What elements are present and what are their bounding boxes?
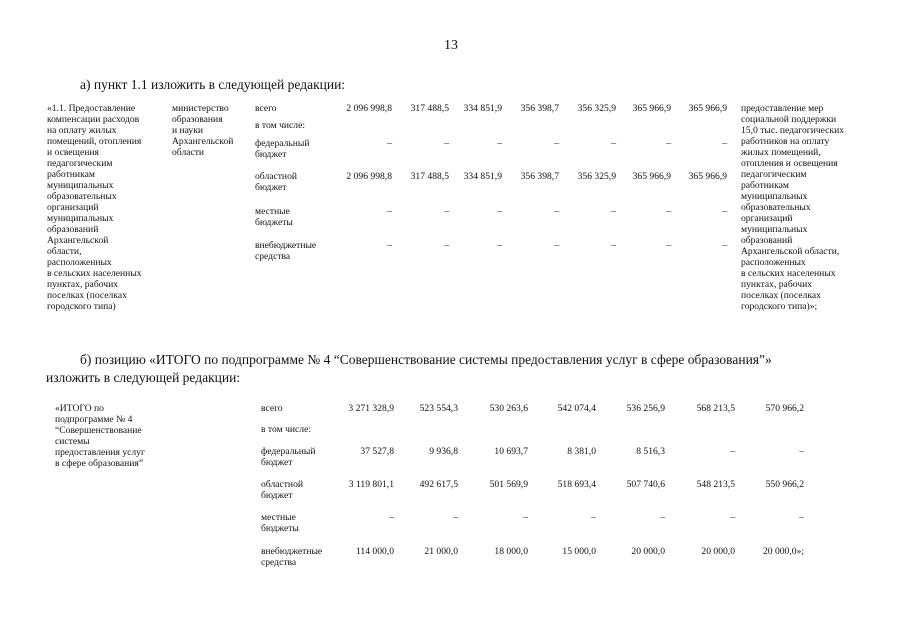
funding-value-cell: – <box>722 138 727 149</box>
funding-value-cell: 114 000,0 <box>355 546 394 557</box>
funding-value-cell: – <box>799 446 804 457</box>
funding-value-cell: – <box>453 512 458 523</box>
funding-value-cell: 356 398,7 <box>520 103 559 114</box>
funding-value-cell: – <box>722 240 727 251</box>
section-b-heading-line1: б) позицию «ИТОГО по подпрограмме № 4 “Совершенствование системы предоставления услуг в сфере образования”» <box>80 352 772 367</box>
funding-value-cell: – <box>611 206 616 217</box>
funding-source-label: в том числе: <box>261 424 312 435</box>
funding-value-cell: – <box>444 138 449 149</box>
funding-value-cell: – <box>389 512 394 523</box>
funding-value-cell: 536 256,9 <box>626 403 665 414</box>
funding-value-cell: 18 000,0 <box>494 546 528 557</box>
funding-source-label: внебюджетные средства <box>261 546 323 568</box>
funding-value-cell: 356 398,7 <box>520 171 559 182</box>
funding-value-cell: 356 325,9 <box>577 103 616 114</box>
funding-value-cell: – <box>387 206 392 217</box>
funding-source-label: областной бюджет <box>255 171 298 193</box>
funding-source-label: в том числе: <box>255 120 306 131</box>
funding-source-label: федеральный бюджет <box>255 138 310 160</box>
funding-value-cell: 20 000,0 <box>701 546 735 557</box>
funding-value-cell: 15 000,0 <box>562 546 596 557</box>
funding-value-cell: 317 488,5 <box>410 171 449 182</box>
funding-value-cell: 21 000,0 <box>424 546 458 557</box>
funding-value-cell: – <box>730 446 735 457</box>
funding-source-label: местные бюджеты <box>261 512 299 534</box>
funding-value-cell: 365 966,9 <box>688 103 727 114</box>
section-a-result: предоставление мер социальной поддержки 15,0 тыс. педагогических работников на оплату жилых помещений, отопления и освещения педагогическим работникам муниципальных образовательных организаций муниципальных образований Архангельской области, расположенных в сельских населенных пунктах, рабочих поселках (поселках городского типа)»; <box>741 103 845 312</box>
funding-value-cell: – <box>387 138 392 149</box>
funding-value-cell: 365 966,9 <box>632 171 671 182</box>
funding-value-cell: 8 381,0 <box>567 446 596 457</box>
funding-value-cell: – <box>660 512 665 523</box>
funding-value-cell: – <box>497 138 502 149</box>
funding-value-cell: 3 271 328,9 <box>348 403 394 414</box>
funding-value-cell: 2 096 998,8 <box>346 171 392 182</box>
funding-value-cell: – <box>444 206 449 217</box>
funding-value-cell: – <box>554 206 559 217</box>
funding-value-cell: 523 554,3 <box>419 403 458 414</box>
funding-value-cell: 2 096 998,8 <box>346 103 392 114</box>
funding-value-cell: 507 740,6 <box>626 479 665 490</box>
funding-value-cell: 317 488,5 <box>410 103 449 114</box>
funding-value-cell: 501 569,9 <box>489 479 528 490</box>
funding-value-cell: – <box>591 512 596 523</box>
funding-value-cell: 20 000,0»; <box>762 546 804 557</box>
funding-value-cell: 492 617,5 <box>419 479 458 490</box>
funding-value-cell: 334 851,9 <box>463 171 502 182</box>
funding-value-cell: – <box>722 206 727 217</box>
funding-source-label: внебюджетные средства <box>255 240 317 262</box>
funding-source-label: всего <box>255 103 277 114</box>
funding-value-cell: – <box>497 206 502 217</box>
funding-value-cell: – <box>730 512 735 523</box>
funding-value-cell: – <box>611 138 616 149</box>
section-a-executor: министерство образования и науки Архангельской области <box>172 103 234 158</box>
funding-value-cell: – <box>444 240 449 251</box>
funding-value-cell: 10 693,7 <box>494 446 528 457</box>
funding-value-cell: – <box>523 512 528 523</box>
funding-value-cell: 37 527,8 <box>360 446 394 457</box>
funding-value-cell: – <box>387 240 392 251</box>
funding-value-cell: – <box>554 240 559 251</box>
funding-value-cell: 548 213,5 <box>696 479 735 490</box>
funding-value-cell: – <box>554 138 559 149</box>
funding-value-cell: 568 213,5 <box>696 403 735 414</box>
funding-source-label: местные бюджеты <box>255 206 293 228</box>
page-number: 13 <box>444 38 458 53</box>
funding-value-cell: 20 000,0 <box>631 546 665 557</box>
funding-value-cell: 9 936,8 <box>429 446 458 457</box>
funding-value-cell: 550 966,2 <box>765 479 804 490</box>
section-a-row-label: «1.1. Предоставление компенсации расходов на оплату жилых помещений, отопления и освещения педагогическим работникам муниципальных образовательных организаций муниципальных образований Архангельской области, расположенных в сельских населенных пунктах, рабочих поселках (поселках городского типа) <box>47 103 142 312</box>
funding-value-cell: 8 516,3 <box>636 446 665 457</box>
funding-value-cell: 570 966,2 <box>765 403 804 414</box>
funding-source-label: областной бюджет <box>261 479 304 501</box>
funding-value-cell: 365 966,9 <box>688 171 727 182</box>
funding-value-cell: – <box>611 240 616 251</box>
funding-value-cell: 3 119 801,1 <box>348 479 394 490</box>
funding-source-label: всего <box>261 403 283 414</box>
funding-value-cell: – <box>666 206 671 217</box>
funding-value-cell: 518 693,4 <box>557 479 596 490</box>
funding-value-cell: – <box>799 512 804 523</box>
funding-value-cell: – <box>497 240 502 251</box>
funding-value-cell: – <box>666 138 671 149</box>
funding-value-cell: 365 966,9 <box>632 103 671 114</box>
section-b-heading-line2: изложить в следующей редакции: <box>46 370 241 385</box>
funding-source-label: федеральный бюджет <box>261 446 316 468</box>
funding-value-cell: 530 263,6 <box>489 403 528 414</box>
funding-value-cell: – <box>666 240 671 251</box>
section-a-heading: а) пункт 1.1 изложить в следующей редакции: <box>80 77 346 92</box>
funding-value-cell: 356 325,9 <box>577 171 616 182</box>
section-b-row-label: «ИТОГО по подпрограмме № 4 “Совершенствование системы предоставления услуг в сфере образования” <box>55 403 145 469</box>
funding-value-cell: 542 074,4 <box>557 403 596 414</box>
funding-value-cell: 334 851,9 <box>463 103 502 114</box>
